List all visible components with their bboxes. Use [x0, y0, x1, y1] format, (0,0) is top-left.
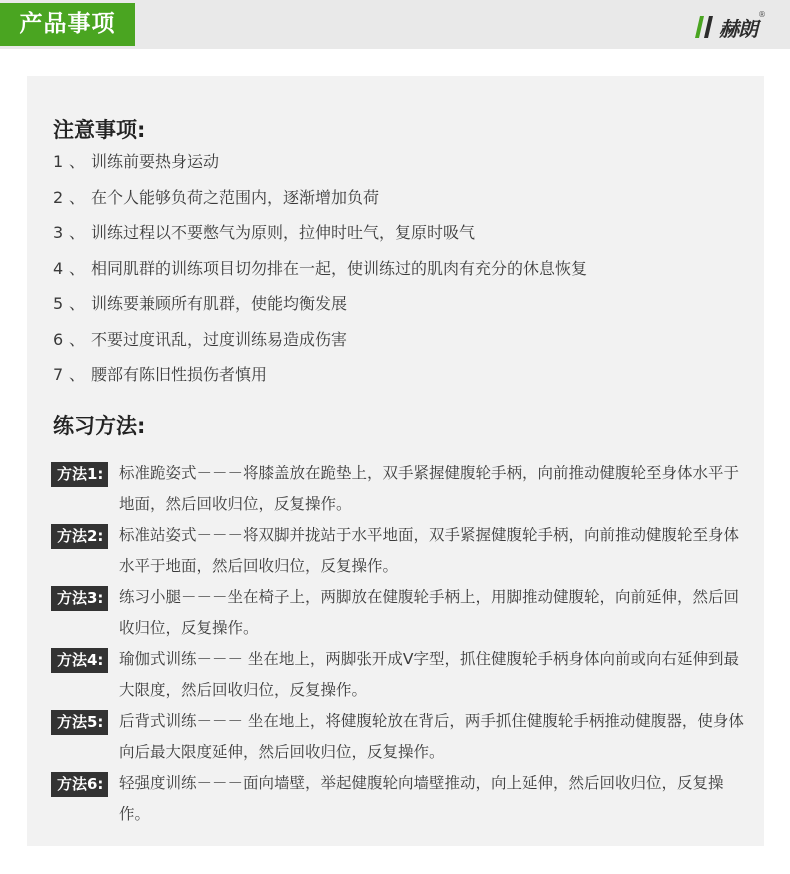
note-text: 相同肌群的训练项目切勿排在一起，使训练过的肌肉有充分的休息恢复 [91, 258, 588, 278]
note-number: 3 [53, 223, 64, 242]
note-separator: 、 [69, 223, 86, 242]
note-separator: 、 [69, 258, 86, 278]
note-item [53, 151, 587, 187]
registered-mark: ® [758, 10, 766, 19]
method-text: 练习小腿－－－坐在椅子上，两脚放在健腹轮手柄上，用脚推动健腹轮，向前延伸，然后回收归位，反复操作。 [119, 588, 740, 637]
method-item [51, 644, 751, 706]
note-text: 训练前要热身运动 [91, 152, 220, 171]
note-separator: 、 [69, 365, 86, 384]
note-text: 在个人能够负荷之范围内，逐渐增加负荷 [91, 187, 380, 207]
method-tag: 方法5: [51, 710, 108, 735]
method-tag: 方法2: [51, 524, 108, 549]
notes-list [53, 151, 587, 400]
note-separator: 、 [69, 152, 86, 171]
note-number: 2 [53, 187, 64, 207]
note-item [53, 258, 587, 294]
content-panel [27, 76, 764, 846]
note-text: 训练要兼顾所有肌群，使能均衡发展 [91, 294, 348, 313]
brand-logo [695, 10, 766, 41]
note-item [53, 293, 587, 329]
note-item [53, 222, 587, 258]
method-text: 后背式训练－－－ 坐在地上，将健腹轮放在背后，两手抓住健腹轮手柄推动健腹器，使身体向后最大限度延伸，然后回收归位，反复操作。 [119, 712, 744, 761]
note-text: 不要过度讯乱，过度训练易造成伤害 [91, 329, 348, 349]
header-bar [0, 0, 790, 49]
note-item [53, 329, 587, 365]
method-tag: 方法6: [51, 772, 108, 797]
note-text: 训练过程以不要憋气为原则，拉伸时吐气，复原时吸气 [91, 223, 476, 242]
note-number: 6 [53, 329, 64, 349]
brand-slash-logo-icon [695, 16, 715, 38]
note-separator: 、 [69, 329, 86, 349]
method-text: 瑜伽式训练－－－ 坐在地上，两脚张开成V字型，抓住健腹轮手柄身体向前或向右延伸到最大限度，然后回收归位，反复操作。 [119, 650, 740, 699]
note-text: 腰部有陈旧性损伤者慎用 [91, 365, 268, 384]
method-tag: 方法1: [51, 462, 108, 487]
note-item [53, 187, 587, 223]
notes-title: 注意事项: [53, 118, 146, 142]
method-tag: 方法3: [51, 586, 108, 611]
note-separator: 、 [69, 187, 86, 207]
methods-title: 练习方法: [53, 414, 146, 438]
method-item [51, 768, 751, 830]
section-tab-title: 产品事项 [0, 3, 135, 46]
method-item [51, 706, 751, 768]
method-item [51, 582, 751, 644]
method-text: 标准站姿式－－－将双脚并拢站于水平地面，双手紧握健腹轮手柄，向前推动健腹轮至身体水平于地面，然后回收归位，反复操作。 [119, 526, 740, 575]
methods-list [51, 458, 751, 830]
brand-name: 赫朗 [719, 16, 757, 41]
method-item [51, 520, 751, 582]
note-number: 4 [53, 258, 64, 278]
method-tag: 方法4: [51, 648, 108, 673]
method-text: 轻强度训练－－－面向墙壁，举起健腹轮向墙壁推动，向上延伸，然后回收归位，反复操作。 [119, 774, 724, 823]
method-item [51, 458, 751, 520]
method-text: 标准跪姿式－－－将膝盖放在跪垫上，双手紧握健腹轮手柄，向前推动健腹轮至身体水平于地面，然后回收归位，反复操作。 [119, 464, 740, 513]
note-separator: 、 [69, 294, 86, 313]
note-item [53, 364, 587, 400]
note-number: 1 [53, 152, 64, 171]
note-number: 7 [53, 365, 64, 384]
note-number: 5 [53, 294, 64, 313]
